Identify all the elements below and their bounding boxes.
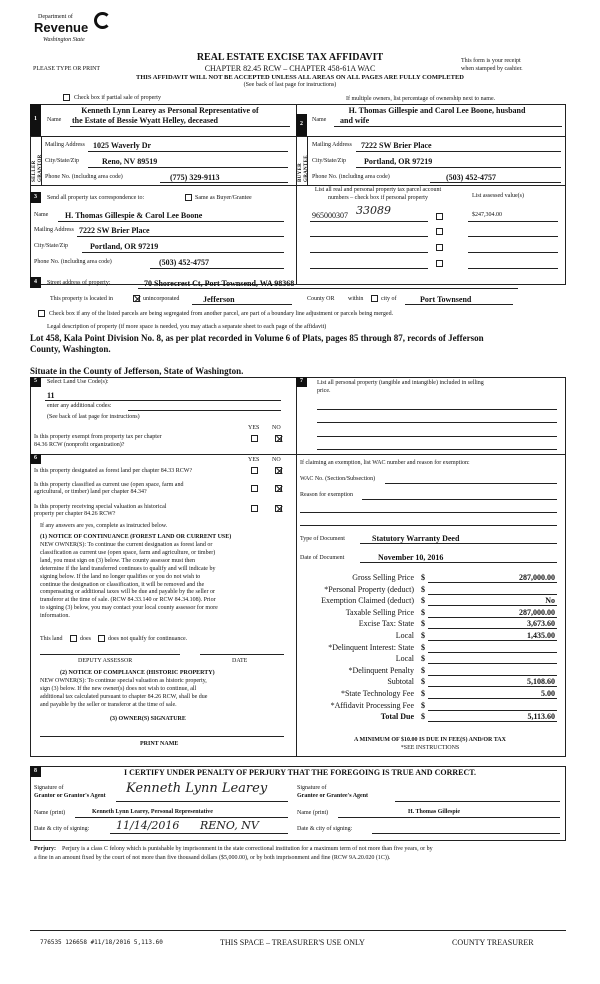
personal-property-label-1: List all personal property (tangible and intangible) included in selling: [317, 380, 484, 386]
buyer-mailing-value: 7222 SW Brier Place: [361, 141, 432, 150]
tax-row-value: 1,435.00: [527, 631, 555, 640]
partial-sale-checkbox[interactable]: [63, 94, 70, 101]
grantee-name-value: H. Thomas Gillespie: [408, 809, 461, 815]
forest-no-header: NO: [272, 457, 281, 463]
tax-row-value: 5.00: [541, 689, 555, 698]
doc-date-label: Date of Document: [300, 555, 345, 561]
tax-row-label: *Affidavit Processing Fee: [330, 701, 414, 710]
section-7-marker: 7: [296, 377, 307, 387]
tax-row-label: Local: [395, 654, 414, 663]
owner-signature-label: (3) OWNER(S) SIGNATURE: [110, 716, 186, 722]
grantor-sign-date: 11/14/2016: [116, 819, 180, 832]
tax-row-dollar-sign: $: [421, 585, 425, 594]
grantor-name-label: Name (print): [34, 810, 66, 816]
exempt-yes-header: YES: [248, 425, 260, 431]
tax-row-dollar-sign: $: [421, 619, 425, 628]
receipt-note-1: This form is your receipt: [461, 58, 521, 64]
tax-row-label: Total Due: [380, 712, 414, 721]
correspondence-label: Send all property tax correspondence to:: [47, 195, 145, 201]
buyer-phone-label: Phone No. (including area code): [312, 174, 390, 180]
receipt-note-2: when stamped by cashier.: [461, 66, 523, 72]
seller-name-line1: Kenneth Lynn Learey as Personal Representative of: [81, 106, 259, 115]
grantee-name-label: Name (print): [297, 810, 329, 816]
minimum-due-note: A MINIMUM OF $10.00 IS DUE IN FEE(S) AND/OR TAX: [354, 737, 506, 743]
perjury-label: Perjury:: [34, 846, 56, 852]
grantor-sig-label-2: Grantor or Grantor's Agent: [34, 793, 106, 799]
section-6-marker: 6: [30, 454, 41, 464]
agency-dept: Department of: [38, 14, 73, 20]
grantee-date-city-label: Date & city of signing:: [297, 826, 353, 832]
tax-row-value: 287,000.00: [519, 608, 555, 617]
assessed-value: $247,304.00: [472, 212, 502, 218]
doc-type-value: Statutory Warranty Deed: [372, 534, 460, 543]
corr-phone-label: Phone No. (including area code): [34, 259, 112, 265]
forest-q2-no-checkbox[interactable]: [275, 485, 282, 492]
section-1-marker: 1: [30, 104, 41, 136]
tax-row-dollar-sign: $: [421, 596, 425, 605]
buyer-side-label: BUYER GRANTEE: [298, 155, 309, 182]
corr-phone-value: (503) 452-4757: [159, 258, 209, 267]
parcel-1-personal-checkbox[interactable]: [436, 213, 443, 220]
form-title: REAL ESTATE EXCISE TAX AFFIDAVIT: [196, 52, 384, 63]
county-treasurer-label: COUNTY TREASURER: [452, 938, 534, 947]
notice-2-body: NEW OWNER(S): To continue special valuation as historic property, sign (3) below. If the new owner(s) does not wish to continue, all additional tax calculated pursuant to chapter 84.26 RCW, shall be due and payable by the seller or transferor at the time of sale.: [40, 678, 208, 708]
seller-city-label: City/State/Zip: [45, 158, 79, 164]
parcel-2-personal-checkbox[interactable]: [436, 228, 443, 235]
parcel-number: 965000307: [312, 211, 348, 220]
county-value: Jefferson: [203, 295, 235, 304]
warning-text: THIS AFFIDAVIT WILL NOT BE ACCEPTED UNLESS ALL AREAS ON ALL PAGES ARE FULLY COMPLETED: [136, 74, 464, 81]
please-type: PLEASE TYPE OR PRINT: [33, 66, 101, 72]
unincorporated-label: unincorporated: [143, 296, 180, 302]
doc-type-label: Type of Document: [300, 536, 345, 542]
deputy-assessor-label: DEPUTY ASSESSOR: [78, 658, 133, 664]
exempt-no-header: NO: [272, 425, 281, 431]
grantor-sig-label-1: Signature of: [34, 785, 64, 791]
corr-city-value: Portland, OR 97219: [90, 242, 159, 251]
forest-question-3b: property per chapter 84.26 RCW?: [34, 511, 116, 517]
parcel-handwritten-number: 33089: [356, 204, 391, 217]
exempt-no-checkbox[interactable]: [275, 435, 282, 442]
tax-row-dollar-sign: $: [421, 573, 425, 582]
legal-desc-label: Legal description of property (if more space is needed, you may attach a separate sheet to each page of the affidavit): [47, 324, 327, 330]
notice-1-body: NEW OWNER(S): To continue the current designation as forest land or classification as current use (open space, farm and agriculture, or timber) land, you must sign on (3) below. The county assessor must then determine if the land transferred continues to qualify and will indicate by signing below. If the land no longer qualifies or you do not wish to continue the designation or classification, it will be removed and the compensating or additional taxes will be due and payable by the seller or transferor at the time of sale. (RCW 84.33.140 or RCW 84.34.108). Prior to signing (3) below, you may contact your local county assessor for more information.: [40, 542, 218, 620]
corr-mailing-label: Mailing Address: [34, 227, 74, 233]
buyer-mailing-label: Mailing Address: [312, 142, 352, 148]
city-of-label: city of: [381, 296, 397, 302]
tax-row-value: 3,673.60: [527, 619, 555, 628]
located-in-label: This property is located in: [50, 296, 113, 302]
forest-q3-yes-checkbox[interactable]: [251, 505, 258, 512]
seller-mailing-label: Mailing Address: [45, 142, 85, 148]
grantor-name-value: Kenneth Lynn Learey, Personal Representative: [92, 809, 213, 815]
buyer-name-label: Name: [312, 117, 327, 123]
parcel-4-personal-checkbox[interactable]: [436, 260, 443, 267]
personal-property-label-2: price.: [317, 388, 331, 394]
within-city-checkbox[interactable]: [371, 295, 378, 302]
grantee-sig-label-1: Signature of: [297, 785, 327, 791]
tax-row-label: *State Technology Fee: [340, 689, 414, 698]
situate-text: Situate in the County of Jefferson, State of Washington.: [30, 366, 244, 376]
exempt-question-2: 84.36 RCW (nonprofit organization)?: [34, 442, 125, 448]
tax-row-label: Subtotal: [387, 677, 414, 686]
land-use-see-back: (See back of last page for instructions): [47, 414, 140, 420]
form-subtitle: CHAPTER 82.45 RCW – CHAPTER 458-61A WAC: [204, 64, 376, 73]
seller-mailing-value: 1025 Waverly Dr: [93, 141, 152, 150]
tax-row-value: No: [545, 596, 555, 605]
same-as-buyer-checkbox[interactable]: [185, 194, 192, 201]
land-use-label: Select Land Use Code(s):: [47, 379, 109, 385]
tax-row-label: *Personal Property (deduct): [324, 585, 414, 594]
parcel-header-1: List all real and personal property tax parcel account: [314, 187, 442, 193]
tax-row-dollar-sign: $: [421, 712, 425, 721]
section-4-marker: 4: [30, 277, 41, 288]
street-label: Street address of property:: [47, 280, 111, 286]
section-2-marker: 2: [296, 114, 307, 136]
if-yes-note: If any answers are yes, complete as instructed below.: [40, 523, 168, 529]
tax-row-dollar-sign: $: [421, 643, 425, 652]
within-label: within: [348, 296, 364, 302]
forest-q2-yes-checkbox[interactable]: [251, 485, 258, 492]
forest-q1-yes-checkbox[interactable]: [251, 467, 258, 474]
seller-name-line2: the Estate of Bessie Wyatt Helley, deceased: [72, 116, 218, 125]
section-8-marker: 8: [30, 766, 41, 777]
city-value: Port Townsend: [420, 295, 472, 304]
perjury-text-2: a fine in an amount fixed by the court of not more than five thousand dollars ($5,000.00), or by both imprisonment and fine (RCW 9A.20.020 (1C)).: [34, 855, 391, 861]
buyer-city-value: Portland, OR 97219: [364, 157, 433, 166]
land-use-value: 11: [47, 391, 55, 400]
tax-row-label: Excise Tax: State: [358, 619, 414, 628]
does-not-label: does not qualify for continuance.: [108, 636, 188, 642]
treasurer-use-label: THIS SPACE – TREASURER'S USE ONLY: [220, 938, 365, 947]
revenue-logo-icon: [94, 12, 111, 29]
forest-yes-header: YES: [248, 457, 260, 463]
assessed-header: List assessed value(s): [472, 193, 524, 199]
tax-row-label: Gross Selling Price: [352, 573, 414, 582]
tax-row-label: Exemption Claimed (deduct): [321, 596, 414, 605]
tax-row-label: *Delinquent Interest: State: [328, 643, 414, 652]
tax-row-dollar-sign: $: [421, 666, 425, 675]
tax-row-dollar-sign: $: [421, 654, 425, 663]
certify-statement: I CERTIFY UNDER PENALTY OF PERJURY THAT THE FOREGOING IS TRUE AND CORRECT.: [123, 768, 476, 777]
exemption-reason-label: Reason for exemption: [300, 492, 353, 498]
forest-q3-no-checkbox[interactable]: [275, 505, 282, 512]
legal-desc-line2: County, Washington.: [30, 344, 111, 354]
land-does-checkbox[interactable]: [70, 635, 77, 642]
seller-phone-value: (775) 329-9113: [170, 173, 220, 182]
perjury-text-1: Perjury is a class C felony which is punishable by imprisonment in the state correctional institution for a maximum term of not more than five years, or by: [62, 846, 433, 852]
seller-name-label: Name: [47, 117, 62, 123]
exemption-claim-label: If claiming an exemption, list WAC number and reason for exemption:: [300, 460, 470, 466]
see-instructions-note: *SEE INSTRUCTIONS: [400, 745, 460, 751]
street-value: 70 Shorecrest Ct, Port Townsend, WA 98368: [144, 279, 295, 288]
tax-row-value: 5,108.60: [527, 677, 555, 686]
segregated-label: Check box if any of the listed parcels are being segregated from another parcel, are part of a boundary line adjustment or parcels being merged.: [49, 311, 394, 317]
this-land-label: This land: [40, 636, 63, 642]
parcel-3-personal-checkbox[interactable]: [436, 244, 443, 251]
grantor-date-city-label: Date & city of signing:: [34, 826, 90, 832]
tax-row-label: Taxable Selling Price: [345, 608, 414, 617]
tax-row-dollar-sign: $: [421, 631, 425, 640]
parcel-header-2: numbers – check box if personal property: [328, 195, 428, 201]
buyer-city-label: City/State/Zip: [312, 158, 346, 164]
cashier-stamp: 776535 126658 #11/18/2016 5,113.60: [40, 939, 163, 946]
forest-q1-no-checkbox[interactable]: [275, 467, 282, 474]
land-does-not-checkbox[interactable]: [98, 635, 105, 642]
partial-sale-label: Check box if partial sale of property: [74, 95, 161, 101]
segregated-checkbox[interactable]: [38, 310, 45, 317]
deputy-date-label: DATE: [232, 658, 248, 664]
seller-city-value: Reno, NV 89519: [102, 157, 158, 166]
tax-row-value: 287,000.00: [519, 573, 555, 582]
legal-desc-line1: Lot 458, Kala Point Division No. 8, as per plat recorded in Volume 6 of Plats, pages 85 through 87, records of Jefferson: [30, 333, 484, 343]
forest-question-3a: Is this property receiving special valuation as historical: [34, 504, 167, 510]
exempt-question-1: Is this property exempt from property tax per chapter: [34, 434, 162, 440]
see-back-text: (See back of last page for instructions): [243, 82, 337, 88]
agency-state: Washington State: [43, 37, 85, 43]
agency-logo-text: Revenue: [34, 20, 89, 35]
does-label: does: [80, 636, 91, 642]
seller-side-label: SELLER GRANTOR: [32, 154, 43, 182]
county-or-label: County OR: [307, 296, 335, 302]
corr-city-label: City/State/Zip: [34, 243, 68, 249]
tax-row-label: Local: [395, 631, 414, 640]
notice-2-title: (2) NOTICE OF COMPLIANCE (HISTORIC PROPERTY): [60, 670, 215, 676]
seller-phone-label: Phone No. (including area code): [45, 174, 123, 180]
forest-question-1: Is this property designated as forest land per chapter 84.33 RCW?: [34, 468, 193, 474]
tax-row-dollar-sign: $: [421, 701, 425, 710]
tax-row-dollar-sign: $: [421, 689, 425, 698]
same-as-buyer-label: Same as Buyer/Grantee: [195, 195, 252, 201]
grantor-sign-city: RENO, NV: [200, 819, 259, 832]
grantee-sig-label-2: Grantee or Grantee's Agent: [297, 793, 369, 799]
corr-mailing-value: 7222 SW Brier Place: [79, 226, 150, 235]
forest-question-2a: Is this property classified as current use (open space, farm and: [34, 482, 184, 488]
print-name-label: PRINT NAME: [140, 741, 179, 747]
corr-name-value: H. Thomas Gillespie & Carol Lee Boone: [65, 211, 203, 220]
exempt-yes-checkbox[interactable]: [251, 435, 258, 442]
tax-row-dollar-sign: $: [421, 608, 425, 617]
doc-date-value: November 10, 2016: [378, 553, 444, 562]
buyer-phone-value: (503) 452-4757: [446, 173, 496, 182]
buyer-name-line2: and wife: [340, 116, 370, 125]
section-5-marker: 5: [30, 377, 41, 387]
forest-question-2b: agricultural, or timber) land per chapter 84.34?: [34, 489, 147, 495]
corr-name-label: Name: [34, 212, 49, 218]
unincorporated-checkbox[interactable]: [133, 295, 140, 302]
tax-row-label: *Delinquent Penalty: [348, 666, 414, 675]
grantor-signature: Kenneth Lynn Learey: [126, 781, 268, 796]
additional-codes-label: enter any additional codes:: [47, 403, 112, 409]
buyer-name-line1: H. Thomas Gillespie and Carol Lee Boone, husband: [348, 106, 526, 115]
wac-label: WAC No. (Section/Subsection): [300, 476, 376, 482]
notice-1-title: (1) NOTICE OF CONTINUANCE (FOREST LAND OR CURRENT USE): [40, 534, 232, 540]
section-3-marker: 3: [30, 192, 41, 203]
multiple-owners-note: If multiple owners, list percentage of ownership next to name.: [346, 96, 496, 102]
tax-row-dollar-sign: $: [421, 677, 425, 686]
tax-row-value: 5,113.60: [527, 712, 555, 721]
